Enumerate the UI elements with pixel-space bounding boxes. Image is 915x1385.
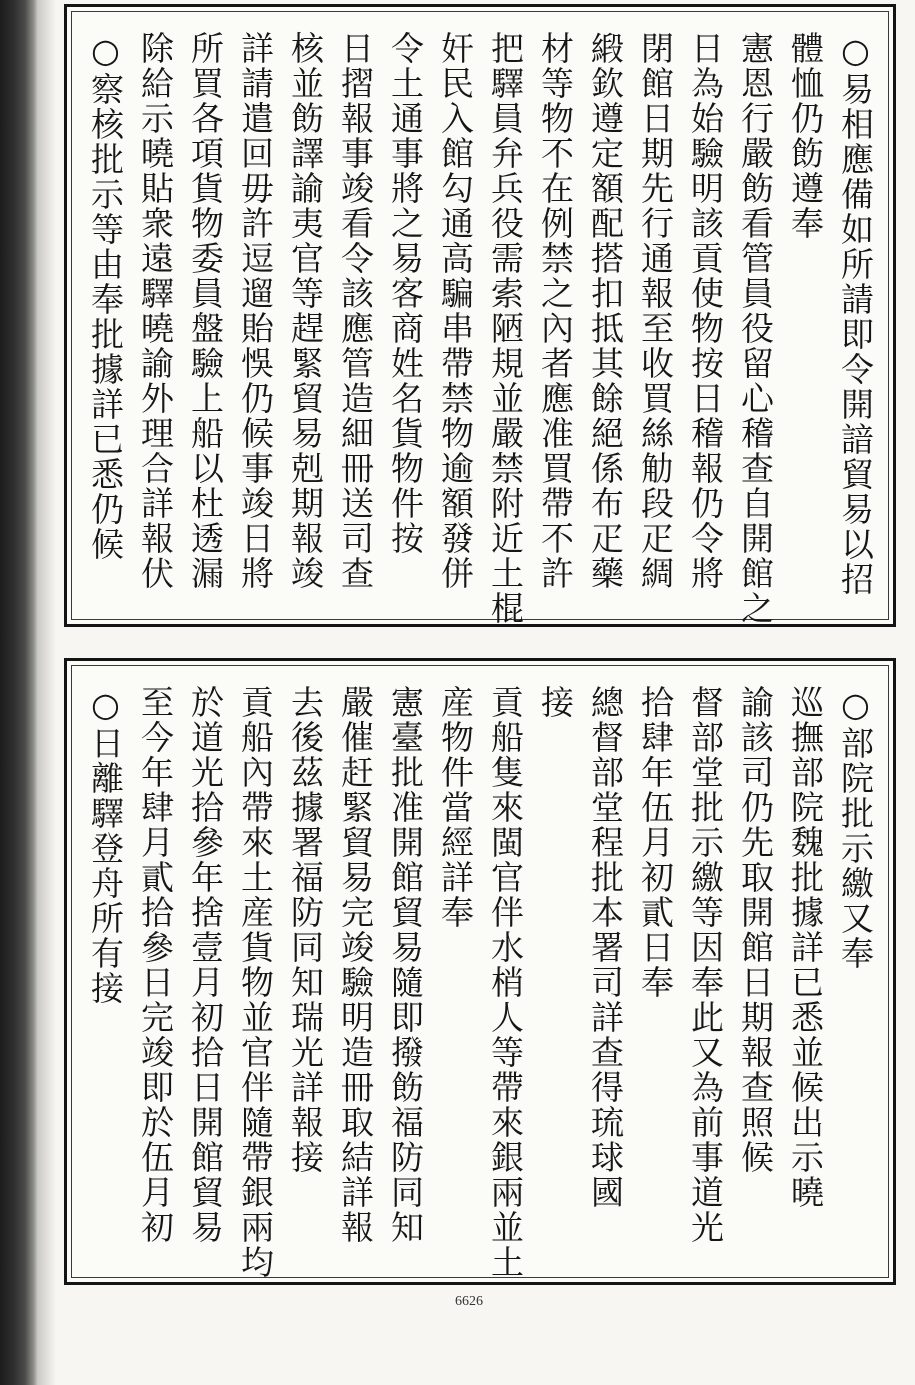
top-text-column-1: ○易相應備如所請即令開諳貿易以招 [836,31,875,597]
bottom-text-column-8: 貢船隻來閩官伴水梢人等帶來銀兩並土 [486,685,525,1280]
top-text-column-14: 所買各項貨物委員盤驗上船以杜透漏 [186,31,225,591]
top-text-column-12: 核並飭譯諭夷官等趕緊貿易剋期報竣 [286,31,325,591]
top-panel-columns [85,31,875,626]
bottom-text-column-7: 接 [536,685,575,720]
bottom-text-column-10: 憲臺批准開館貿易隨即撥飭福防同知 [386,685,425,1245]
bottom-text-column-16: ○日離驛登舟所有接 [86,685,125,1006]
top-manuscript-panel [64,4,896,627]
top-text-column-7: 材等物不在例禁之內者應准買帶不許 [536,31,575,591]
bottom-text-column-5: 拾肆年伍月初貳日奉 [636,685,675,1000]
top-text-column-16: ○察核批示等由奉批據詳已悉仍候 [86,31,125,562]
top-text-column-6: 緞欽遵定額配搭扣抵其餘絕係布疋藥 [586,31,625,591]
bottom-text-column-12: 去後茲據署福防同知瑞光詳報接 [286,685,325,1175]
page-number: 6626 [455,1294,483,1309]
bottom-text-column-9: 産物件當經詳奉 [436,685,475,930]
bottom-text-column-14: 於道光拾參年捨壹月初拾日開館貿易 [186,685,225,1245]
top-text-column-9: 奸民入館勾通高騙串帶禁物逾額發併 [436,31,475,591]
bottom-text-column-13: 貢船內帶來土産貨物並官伴隨帶銀兩均 [236,685,275,1280]
top-text-column-8: 把驛員弁兵役需索陋規並嚴禁附近土棍 [486,31,525,626]
bottom-panel-columns [85,685,875,1280]
top-text-column-15: 除給示曉貼衆遠驛曉諭外理合詳報伏 [136,31,175,591]
top-text-column-5: 閉館日期先行通報至收買絲觔段疋綢 [636,31,675,591]
gutter-shadow [38,0,56,1385]
top-text-column-4: 日為始驗明該貢使物按日稽報仍令將 [686,31,725,591]
bottom-text-column-6: 總督部堂程批本署司詳查得琉球國 [586,685,625,1210]
bottom-text-column-2: 巡撫部院魏批據詳已悉並候出示曉 [786,685,825,1210]
bottom-text-column-1: ○部院批示繳又奉 [836,685,875,971]
bottom-text-column-11: 嚴催赶緊貿易完竣驗明造冊取結詳報 [336,685,375,1245]
bottom-text-column-4: 督部堂批示繳等因奉此又為前事道光 [686,685,725,1245]
top-text-column-2: 體恤仍飭遵奉 [786,31,825,241]
bottom-text-column-15: 至今年肆月貳拾參日完竣即於伍月初 [136,685,175,1245]
top-text-column-10: 令土通事將之易客商姓名貨物件按 [386,31,425,556]
bottom-text-column-3: 諭該司仍先取開館日期報查照候 [736,685,775,1175]
top-text-column-13: 詳請遣回毋許逗遛貽悞仍候事竣日將 [236,31,275,591]
bottom-manuscript-panel [64,658,896,1285]
book-binding-gutter [0,0,38,1385]
top-text-column-3: 憲恩行嚴飭看管員役留心稽查自開館之 [736,31,775,626]
top-text-column-11: 日摺報事竣看令該應管造細冊送司查 [336,31,375,591]
